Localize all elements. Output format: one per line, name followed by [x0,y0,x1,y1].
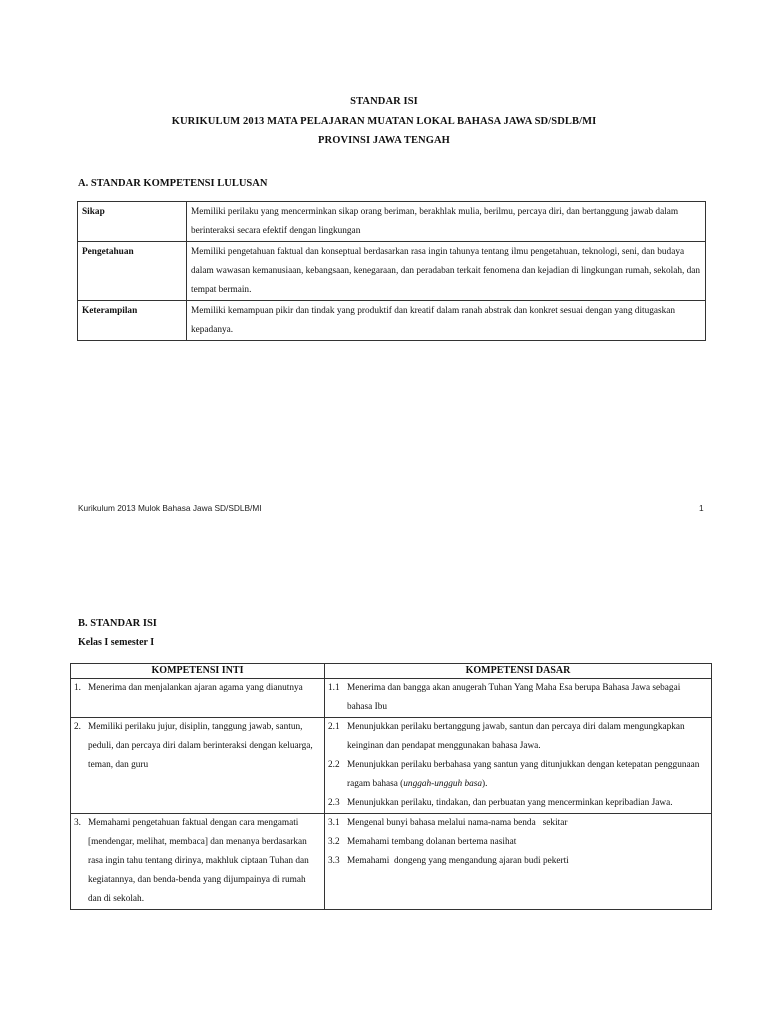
kd-number: 1.1 [328,683,340,693]
ki-text: Memiliki perilaku jujur, disiplin, tanggung jawab, santun, peduli, dan percaya diri dalam berinteraksi dengan keluarga, teman, dan guru [88,722,313,770]
skl-text: Memiliki pengetahuan faktual dan konseptual berdasarkan rasa ingin tahunya tentang ilmu pengetahuan, teknologi, seni, dan budaya dalam wawasan kemanusiaan, kebangsaan, kenegaraan, dan peradaban terkait fenomena dan kejadian di lingkungan rumah, sekolah, dan tempat bermain. [187,242,706,301]
ki-cell [71,718,325,814]
page-number: 1 [699,503,704,513]
document-page-2 [0,560,768,1024]
table-row [71,679,712,718]
ki-number: 3. [74,818,81,828]
kd-text-italic: unggah-ungguh basa [403,779,483,789]
skl-text: Memiliki perilaku yang mencerminkan sikap orang beriman, berakhlak mulia, berilmu, percaya diri, dan bertanggung jawab dalam berinteraksi secara efektif dengan lingkungan [187,202,706,242]
ki-cell [71,679,325,718]
page-footer-text: Kurikulum 2013 Mulok Bahasa Jawa SD/SDLB/MI [78,503,262,513]
kd-text: Memahami tembang dolanan bertema nasihat [347,837,517,847]
table-row [78,242,706,301]
doc-title-line-2: KURIKULUM 2013 MATA PELAJARAN MUATAN LOKAL BAHASA JAWA SD/SDLB/MI [171,116,597,127]
kd-number: 3.3 [328,856,340,866]
ki-number: 2. [74,722,81,732]
kd-text: Menunjukkan perilaku, tindakan, dan perbuatan yang mencerminkan kepribadian Jawa. [347,798,673,808]
ki-text: Menerima dan menjalankan ajaran agama yang dianutnya [88,683,303,693]
doc-title-line-3: PROVINSI JAWA TENGAH [318,135,450,146]
kd-number: 2.2 [328,760,340,770]
kd-text: Menunjukkan perilaku bertanggung jawab, santun dan percaya diri dalam mengungkapkan keinginan dan pendapat menggunakan bahasa Jawa. [347,722,685,751]
kd-cell [325,814,712,910]
kd-number: 3.1 [328,818,340,828]
table-header-row [71,664,712,679]
kd-cell [325,718,712,814]
table-row [71,718,712,814]
skl-table [77,201,706,341]
column-header-kd: KOMPETENSI DASAR [325,664,712,679]
doc-title-line-1: STANDAR ISI [350,96,418,107]
kd-text-part: ). [482,779,488,789]
ki-cell [71,814,325,910]
section-b-heading: B. STANDAR ISI [78,618,157,629]
kd-number: 2.3 [328,798,340,808]
skl-label: Pengetahuan [78,242,187,301]
skl-label: Sikap [78,202,187,242]
column-header-ki: KOMPETENSI INTI [71,664,325,679]
kd-text [347,756,707,794]
kd-text-part: Menunjukkan perilaku berbahasa yang santun yang ditunjukkan dengan ketepatan penggunaan ragam bahasa ( [347,760,700,789]
kd-text: Memahami dongeng yang mengandung ajaran budi pekerti [347,856,569,866]
table-row [78,301,706,341]
skl-text: Memiliki kemampuan pikir dan tindak yang produktif dan kreatif dalam ranah abstrak dan konkret sesuai dengan yang ditugaskan kepadanya. [187,301,706,341]
kd-number: 3.2 [328,837,340,847]
ki-number: 1. [74,683,81,693]
kd-text: Menerima dan bangga akan anugerah Tuhan Yang Maha Esa berupa Bahasa Jawa sebagai bahasa Ibu [347,683,681,712]
ki-text: Memahami pengetahuan faktual dengan cara mengamati [mendengar, melihat, membaca] dan menanya berdasarkan rasa ingin tahu tentang dirinya, makhluk ciptaan Tuhan dan kegiatannya, dan benda-benda yang dijumpainya di rumah dan di sekolah. [88,818,309,904]
section-a-heading: A. STANDAR KOMPETENSI LULUSAN [78,178,268,189]
kd-text: Mengenal bunyi bahasa melalui nama-nama benda sekitar [347,818,568,828]
table-row [71,814,712,910]
kd-number: 2.1 [328,722,340,732]
skl-label: Keterampilan [78,301,187,341]
kd-cell [325,679,712,718]
class-semester-label: Kelas I semester I [78,637,155,648]
table-row [78,202,706,242]
ki-kd-table [70,663,712,910]
